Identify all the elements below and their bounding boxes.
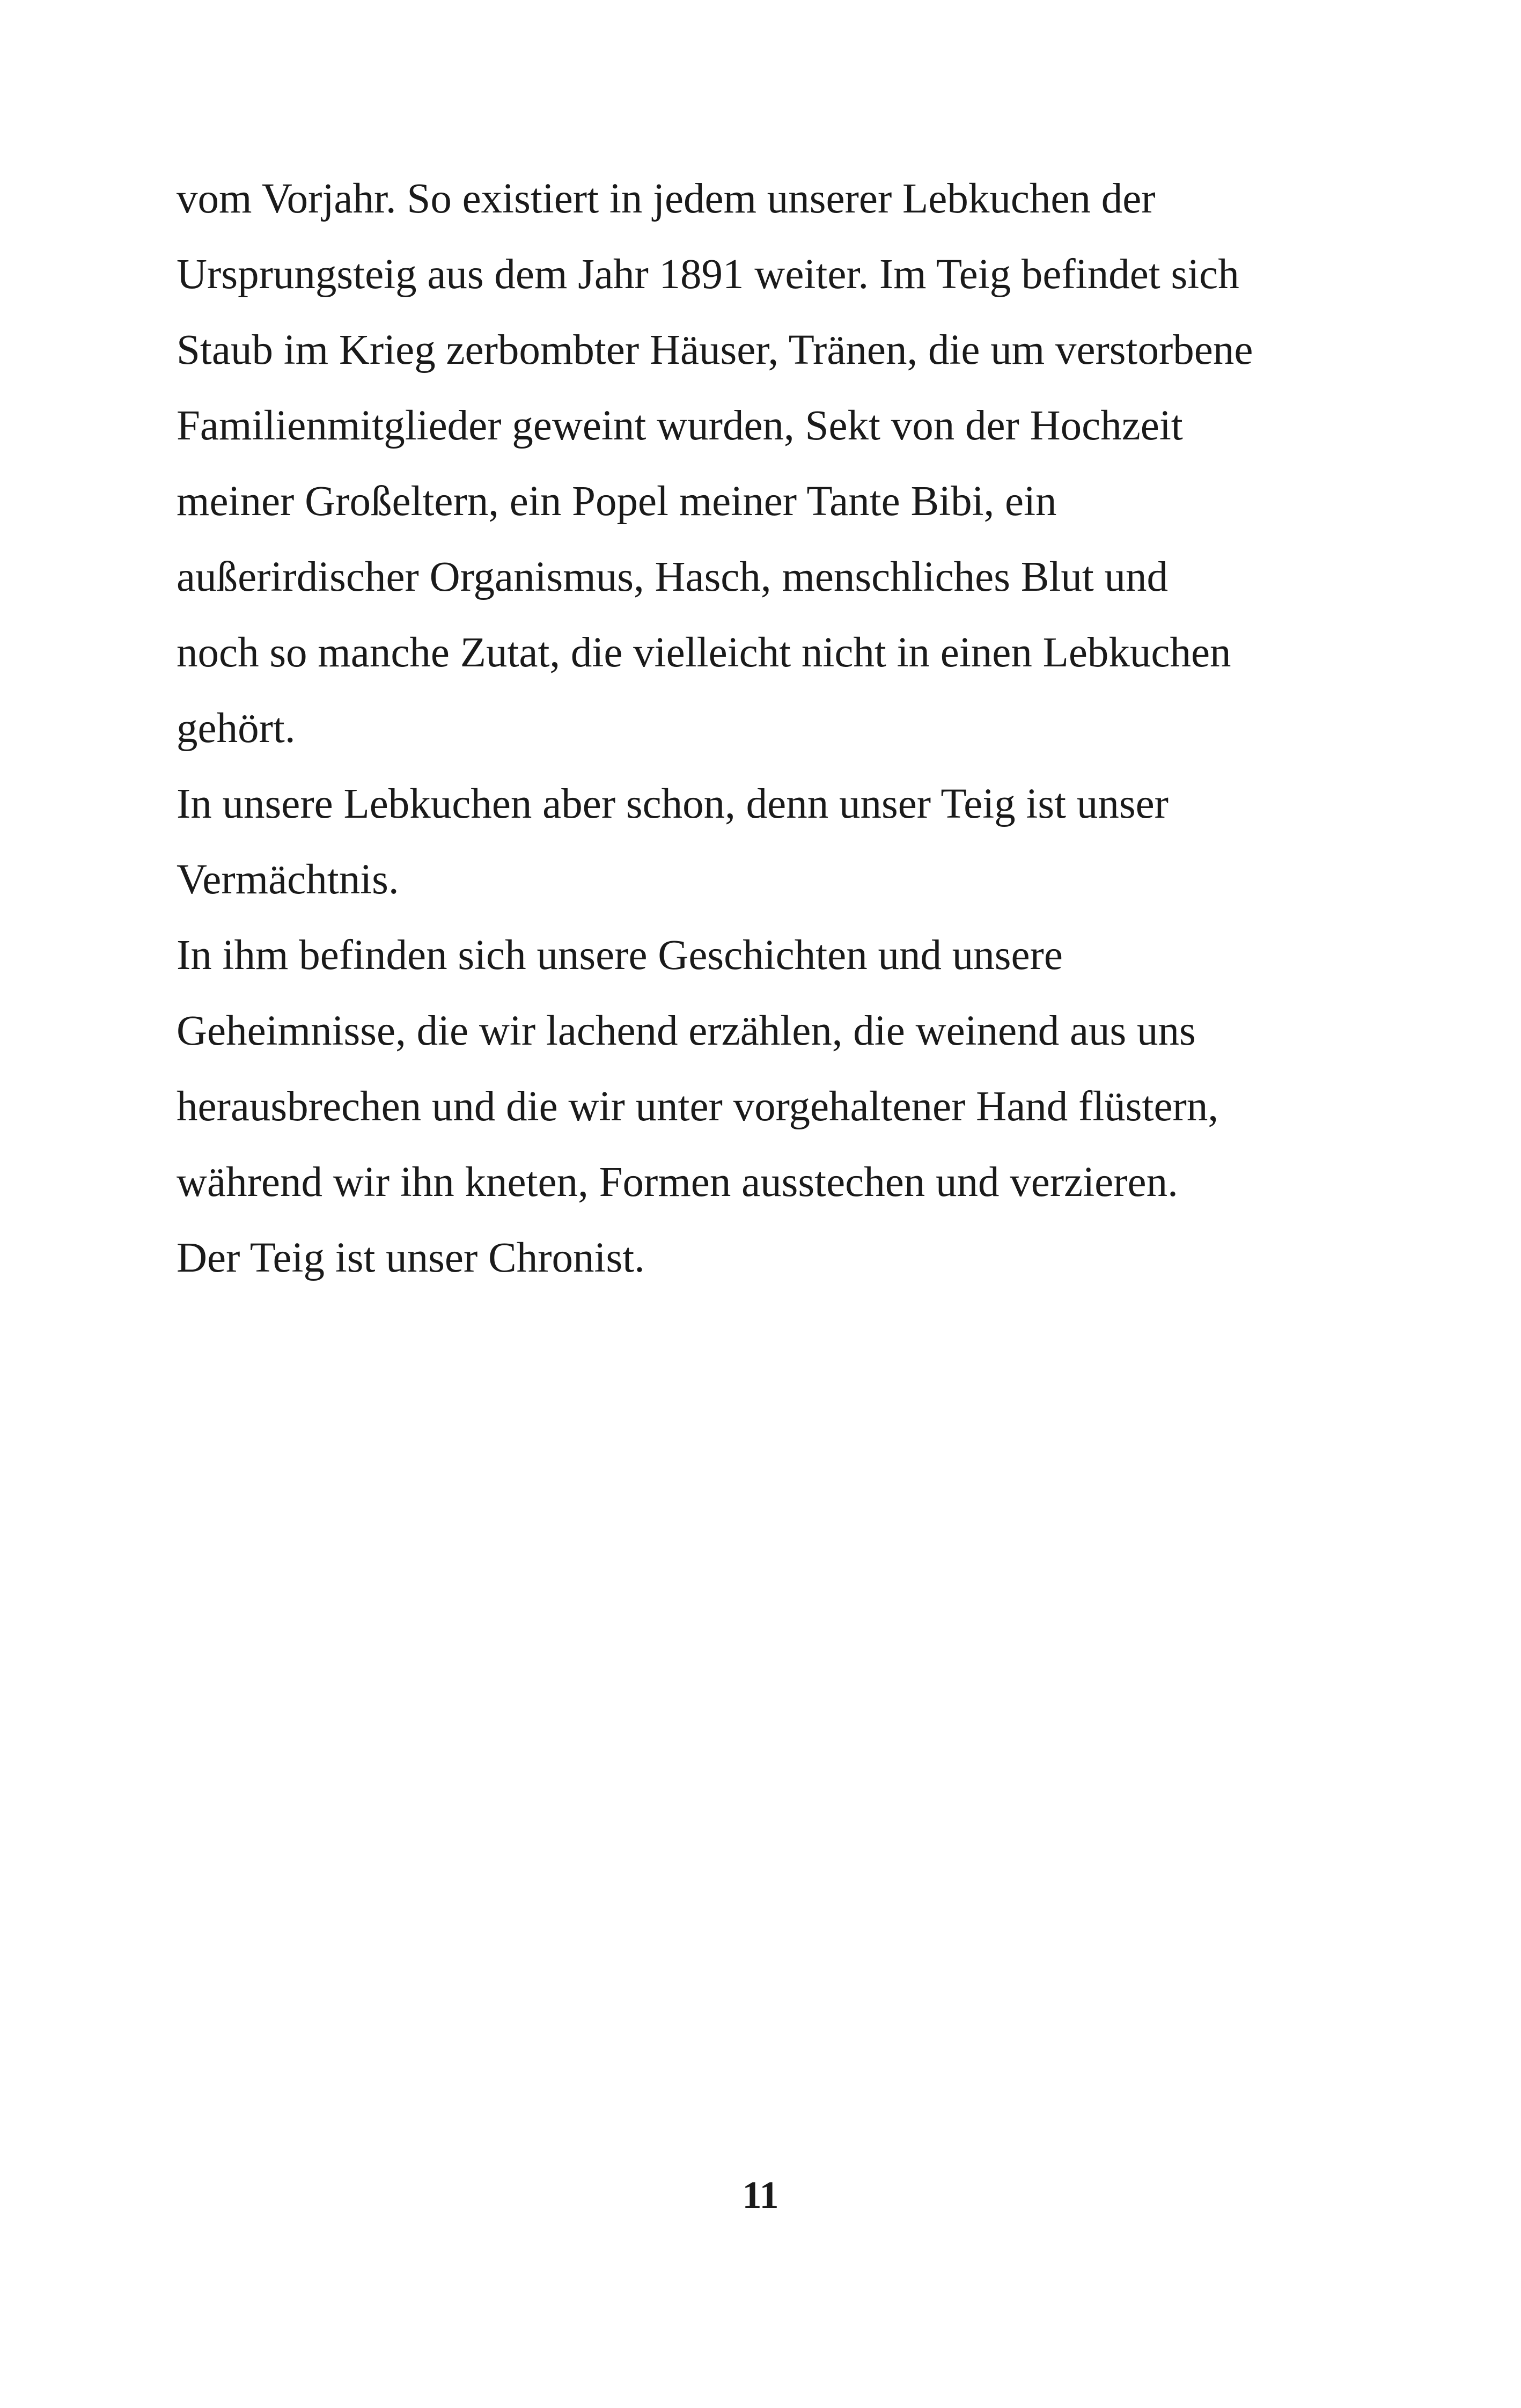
text-line: Ursprungsteig aus dem Jahr 1891 weiter. Im Teig befindet sich (177, 251, 1239, 298)
text-line: herausbrechen und die wir unter vorgehaltener Hand flüstern, (177, 1083, 1219, 1130)
text-line: In ihm befinden sich unsere Geschichten und unsere (177, 932, 1063, 979)
text-line: noch so manche Zutat, die vielleicht nicht in einen Lebkuchen (177, 629, 1231, 676)
body-text (177, 161, 1368, 1296)
text-line: vom Vorjahr. So existiert in jedem unserer Lebkuchen der (177, 175, 1156, 222)
text-line: während wir ihn kneten, Formen ausstechen und verzieren. (177, 1159, 1178, 1206)
page-number: 11 (742, 2174, 779, 2216)
text-line: Geheimnisse, die wir lachend erzählen, die weinend aus uns (177, 1008, 1196, 1054)
text-line: Staub im Krieg zerbombter Häuser, Tränen, die um verstorbene (177, 327, 1253, 373)
text-line: meiner Großeltern, ein Popel meiner Tante Bibi, ein (177, 478, 1057, 525)
text-line: Vermächtnis. (177, 856, 399, 903)
text-line: gehört. (177, 705, 296, 752)
text-line: außerirdischer Organismus, Hasch, menschliches Blut und (177, 554, 1169, 600)
text-line: Der Teig ist unser Chronist. (177, 1235, 645, 1281)
text-line: Familienmitglieder geweint wurden, Sekt von der Hochzeit (177, 402, 1183, 449)
text-line: In unsere Lebkuchen aber schon, denn unser Teig ist unser (177, 781, 1169, 827)
